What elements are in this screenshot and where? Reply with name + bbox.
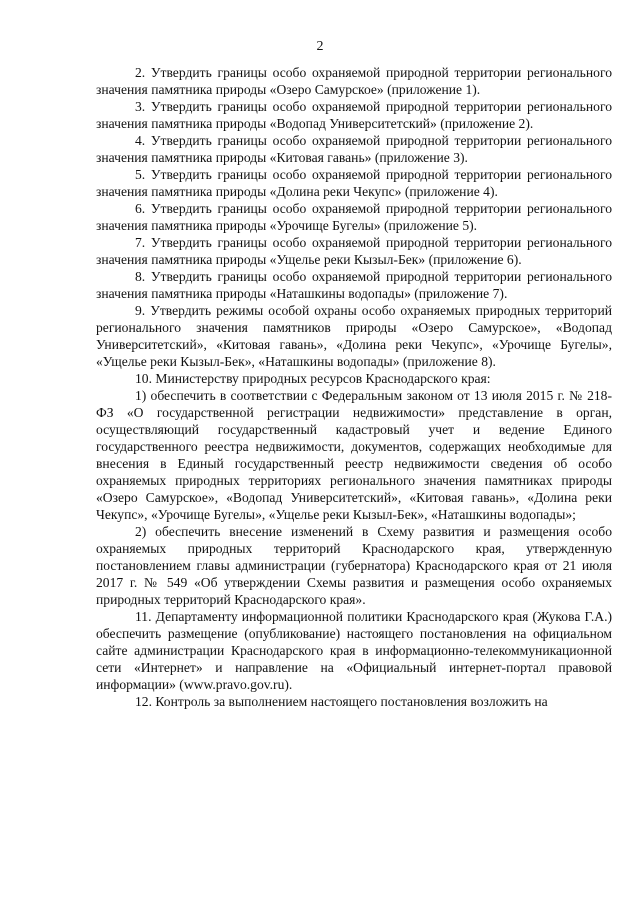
paragraph-subitem-10-1: 1) обеспечить в соответствии с Федеральным законом от 13 июля 2015 г. № 218-ФЗ «О государственной регистрации недвижимости» представление в орган, осуществляющий государственный кадастровый учет и ведение Единого государственного реестра недвижимости, документов, содержащих необходимые для внесения в Единый государственный реестр недвижимости сведения об особо охраняемых природных территориях регионального значения памятниках природы «Озеро Самурское», «Водопад Университетский», «Китовая гавань», «Долина реки Чекупс», «Урочище Бугелы», «Ущелье реки Кызыл-Бек», «Наташкины водопады»; (96, 388, 612, 522)
paragraph-item-7: 7. Утвердить границы особо охраняемой природной территории регионального значения памятника природы «Ущелье реки Кызыл-Бек» (приложение 6). (96, 235, 612, 267)
paragraph-item-2: 2. Утвердить границы особо охраняемой природной территории регионального значения памятника природы «Озеро Самурское» (приложение 1). (96, 65, 612, 97)
paragraph-item-10: 10. Министерству природных ресурсов Краснодарского края: (135, 371, 491, 386)
paragraph-item-4: 4. Утвердить границы особо охраняемой природной территории регионального значения памятника природы «Китовая гавань» (приложение 3). (96, 133, 612, 165)
paragraph-item-8: 8. Утвердить границы особо охраняемой природной территории регионального значения памятника природы «Наташкины водопады» (приложение 7). (96, 269, 612, 301)
page-number: 2 (316, 39, 324, 54)
paragraph-item-12: 12. Контроль за выполнением настоящего постановления возложить на (135, 694, 548, 709)
document-body (96, 64, 612, 710)
paragraph-item-9: 9. Утвердить режимы особой охраны особо охраняемых природных территорий регионального значения памятников природы «Озеро Самурское», «Водопад Университетский», «Китовая гавань», «Долина реки Чекупс», «Урочище Бугелы», «Ущелье реки Кызыл-Бек», «Наташкины водопады» (приложение 8). (96, 303, 612, 369)
paragraph-item-6: 6. Утвердить границы особо охраняемой природной территории регионального значения памятника природы «Урочище Бугелы» (приложение 5). (96, 201, 612, 233)
paragraph-item-11: 11. Департаменту информационной политики Краснодарского края (Жукова Г.А.) обеспечить размещение (опубликование) настоящего постановления на официальном сайте администрации Краснодарского края в информационно-телекоммуникационной сети «Интернет» и направление на «Официальный интернет-портал правовой информации» (www.pravo.gov.ru). (96, 609, 612, 692)
paragraph-subitem-10-2: 2) обеспечить внесение изменений в Схему развития и размещения особо охраняемых природных территорий Краснодарского края, утвержденную постановлением главы администрации (губернатора) Краснодарского края от 21 июля 2017 г. № 549 «Об утверждении Схемы развития и размещения особо охраняемых природных территорий Краснодарского края». (96, 524, 612, 607)
paragraph-item-5: 5. Утвердить границы особо охраняемой природной территории регионального значения памятника природы «Долина реки Чекупс» (приложение 4). (96, 167, 612, 199)
paragraph-item-3: 3. Утвердить границы особо охраняемой природной территории регионального значения памятника природы «Водопад Университетский» (приложение 2). (96, 99, 612, 131)
